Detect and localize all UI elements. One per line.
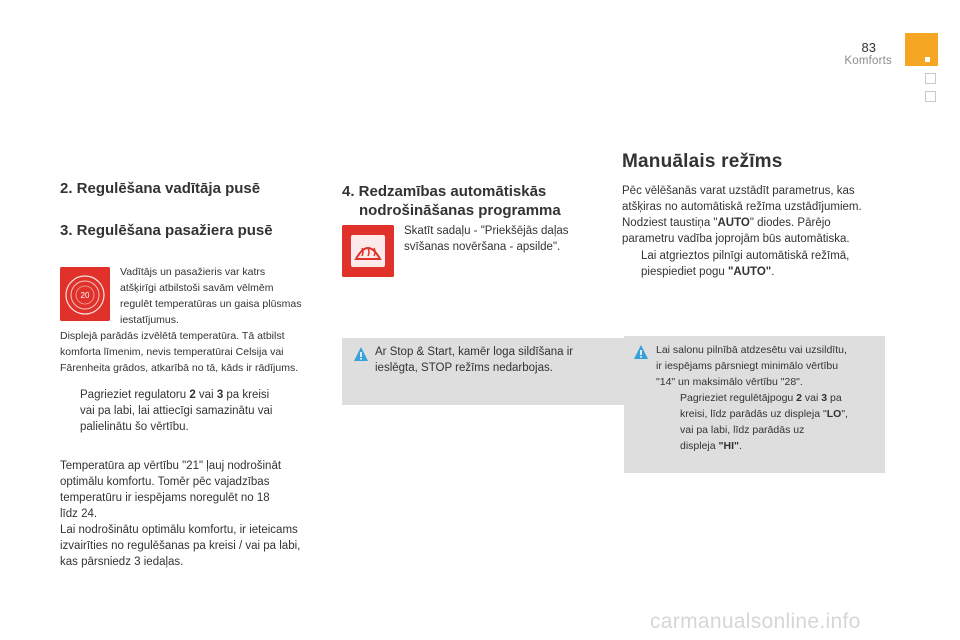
- tab-marker-icon: [925, 57, 930, 62]
- defrost-image: [342, 225, 394, 277]
- bullet-instruction: Pagrieziet regulatoru 2 vai 3 pa kreisi vai pa labi, lai attiecīgi samazinātu vai palielinātu šo vērtību.: [80, 389, 273, 433]
- comfort-paragraph: Temperatūra ap vērtību "21" ļauj nodrošināt optimālu komfortu. Tomēr pēc vajadzības temperatūru ir iespējams noregulēt no 18 līdz 24. Lai nodrošinātu optimālu komfortu, ir ieteicams izvairīties no regulēšanas pa kreisi / vai pa labi, kas pārsniedz 3 iedaļas.: [60, 460, 301, 568]
- temperature-dial-icon: [60, 267, 110, 321]
- watermark: carmanualsonline.info: [650, 610, 861, 633]
- page-nav-square-2[interactable]: [925, 91, 936, 102]
- dial-display-value: 20: [80, 291, 90, 300]
- heading-passenger-side: 3. Regulēšana pasažiera pusē: [60, 222, 273, 239]
- heading-manual-mode: Manuālais režīms: [622, 151, 783, 172]
- heading-visibility-program: 4. Redzamības automātiskās nodrošināšanas programma: [342, 183, 561, 219]
- chapter-tab[interactable]: [905, 33, 938, 66]
- stop-start-note: Ar Stop & Start, kamēr loga sildīšana ir ieslēgta, STOP režīms nedarbojas.: [342, 338, 629, 405]
- section-title: Komforts: [844, 55, 892, 67]
- temperature-range-note: Lai salonu pilnībā atdzesētu vai uzsildītu, ir iespējams pārsniegt minimālo vērtību "14" un maksimālo vērtību "28". Pagrieziet regulētājpogu 2 vai 3 pa kreisi, līdz parādās uz displeja "LO", vai pa labi, līdz parādās uz displeja "HI".: [624, 336, 885, 473]
- temperature-dial-image: [60, 267, 110, 321]
- section-reference: Skatīt sadaļu - "Priekšējās daļas svīšanas novēršana - apsilde".: [404, 225, 569, 253]
- page-number: 83: [861, 40, 876, 55]
- info-icon: [634, 345, 648, 359]
- note-instruction: Pagrieziet regulētājpogu 2 vai 3 pa kreisi, līdz parādās uz displeja "LO", vai pa labi, līdz parādās uz displeja "HI".: [680, 392, 848, 452]
- heading-driver-side: 2. Regulēšana vadītāja pusē: [60, 180, 261, 197]
- page-nav-square-1[interactable]: [925, 73, 936, 84]
- intro-text: Vadītājs un pasažieris var katrs atšķirīgi atbilstoši savām vēlmēm regulēt temperatūras un gaisa plūsmas iestatījumus.: [120, 266, 302, 326]
- auto-return-instruction: Lai atgrieztos pilnīgi automātiskā režīmā, piespiediet pogu "AUTO".: [641, 250, 850, 278]
- windscreen-defrost-icon: [342, 225, 394, 277]
- manual-mode-paragraph: Pēc vēlēšanās varat uzstādīt parametrus, kas atšķiras no automātiskā režīma uzstādījumiem. Nodziest taustiņa "AUTO" diodes. Pārējo parametru vadība joprojām būs automātiska.: [622, 185, 862, 245]
- info-icon: [354, 347, 368, 361]
- display-text: Displejā parādās izvēlētā temperatūra. Tā atbilst komforta līmenim, nevis temperatūrai Celsija vai Fārenheita grādos, atkarībā no tā, kāds ir rādījums.: [60, 330, 299, 374]
